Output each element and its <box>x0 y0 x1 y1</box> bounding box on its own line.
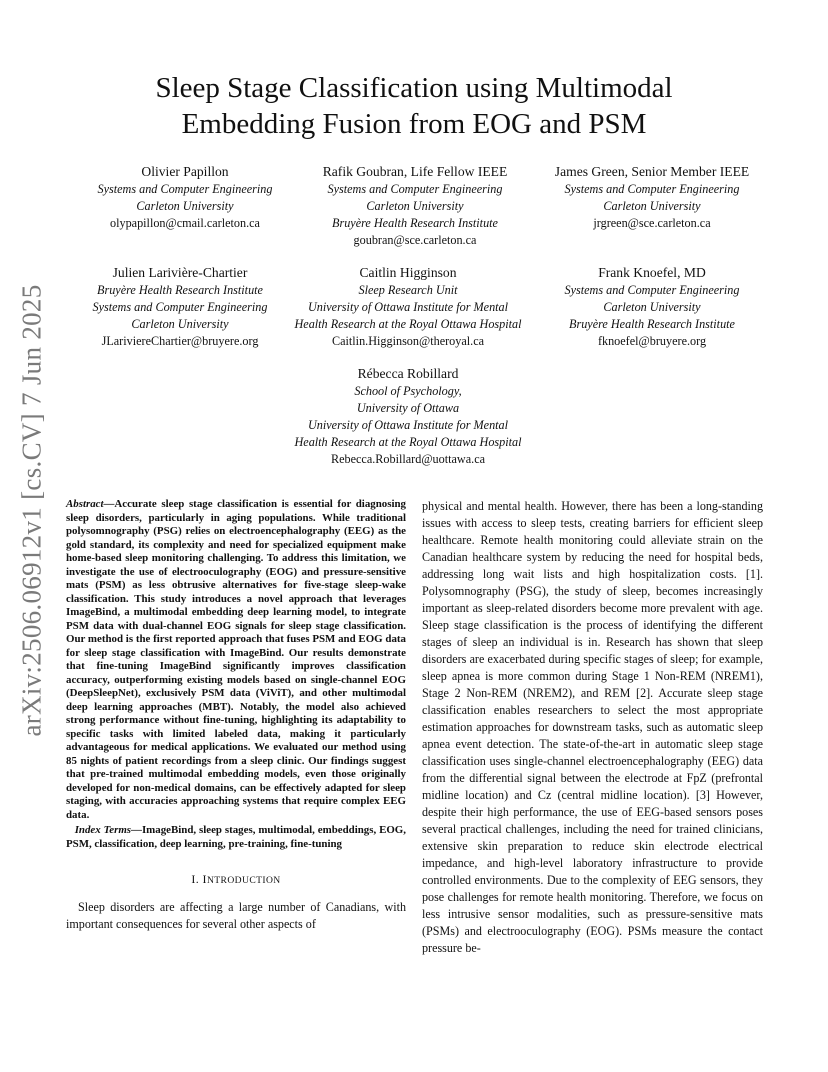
author-affiliation: Carleton University <box>603 299 701 314</box>
abstract-label: Abstract <box>66 498 104 510</box>
author-block <box>536 163 768 232</box>
author-affiliation: Carleton University <box>131 316 229 331</box>
author-block <box>78 163 292 232</box>
abstract <box>66 498 406 822</box>
author-email: fknoefel@bruyere.org <box>597 333 707 348</box>
arxiv-identifier: arXiv:2506.06912v1 [cs.CV] 7 Jun 2025 <box>16 283 47 737</box>
author-name: Frank Knoefel, MD <box>598 265 706 280</box>
author-affiliation: University of Ottawa <box>356 400 460 415</box>
title-line-2: Embedding Fusion from EOG and PSM <box>181 108 647 140</box>
author-name: Rafik Goubran, Life Fellow IEEE <box>322 164 508 179</box>
author-affiliation: Sleep Research Unit <box>358 283 458 297</box>
author-affiliation: Health Research at the Royal Ottawa Hospital <box>294 434 522 449</box>
author-affiliation: Carleton University <box>603 198 701 213</box>
author-affiliation: Systems and Computer Engineering <box>564 283 740 297</box>
author-affiliation: Systems and Computer Engineering <box>564 182 740 196</box>
author-affiliation: Bruyère Health Research Institute <box>332 215 498 230</box>
author-name: Julien Larivière-Chartier <box>112 265 248 280</box>
left-column <box>66 498 406 933</box>
author-affiliation: Systems and Computer Engineering <box>97 182 273 196</box>
section-heading: I. INTRODUCTION <box>191 872 281 886</box>
author-affiliation: Carleton University <box>136 198 234 213</box>
author-affiliation: Systems and Computer Engineering <box>92 299 268 314</box>
author-block <box>300 163 530 249</box>
index-terms-text: —ImageBind, sleep stages, multimodal, embeddings, EOG, PSM, classification, deep learning, pre-training, fine-tuning <box>66 824 407 850</box>
author-name: Olivier Papillon <box>141 164 229 179</box>
author-affiliation: Bruyère Health Research Institute <box>569 316 735 331</box>
author-affiliation: University of Ottawa Institute for Mental <box>307 299 509 314</box>
intro-paragraph-continued: physical and mental health. However, there has been a long-standing issues with access to sleep tests, creating barriers for efficient sleep healthcare. Remote health monitoring could alleviate strain on the Canadian healthcare system by reducing the need for hospital beds, addressing long wait lists and high hospitalization costs. [1]. Polysomnography (PSG), the study of sleep, becomes increasingly important as sleep-related disorders become more prevalent with age. Sleep stage classification is the process of identifying the different stages of sleep an individual is in. Research has shown that sleep disorders are exacerbated during specific stages of sleep; for example, sleep apnea is more common during Stage 1 Non-REM (NREM1), Stage 2 Non-REM (NREM2), and REM [2]. Accurate sleep stage classification enables researchers to select the most appropriate estimation approaches for downstream tasks, such as automatic sleep apnea event detection. The state-of-the-art in automatic sleep stage classification uses single-channel electroencephalography (EEG) data from the differential signal between the electrode at FpZ (prefrontal midline location) and Cz (central midline location). [3] However, despite their high performance, the use of EEG-based sensors poses several practical challenges, including the need for trained clinicians, extensive skin preparation to reduce skin electrode electrical impedance, and high-level laboratory infrastructure to provide controlled environments. Due to the complexity of EEG sensors, they pose challenges for remote health monitoring. Therefore, we focus on less intrusive sensor modalities, such as pressure-sensitive mats (PSMs) and electrooculography (EOG). PSMs measure the contact pressure be- <box>422 499 763 955</box>
author-name: Rébecca Robillard <box>357 366 459 381</box>
author-email: olypapillon@cmail.carleton.ca <box>110 215 260 230</box>
author-affiliation: Carleton University <box>366 198 464 213</box>
paper-title <box>70 70 758 142</box>
author-affiliation: Health Research at the Royal Ottawa Hospital <box>294 316 522 331</box>
index-terms <box>66 824 406 851</box>
author-affiliation: Bruyère Health Research Institute <box>97 283 263 297</box>
author-email: jrgreen@sce.carleton.ca <box>593 215 711 230</box>
author-email: Rebecca.Robillard@uottawa.ca <box>330 451 486 466</box>
author-block <box>270 365 546 468</box>
author-affiliation: School of Psychology, <box>354 384 462 398</box>
index-terms-label: Index Terms <box>74 824 132 836</box>
author-email: Caitlin.Higginson@theroyal.ca <box>331 333 485 348</box>
author-block <box>270 264 546 350</box>
author-name: James Green, Senior Member IEEE <box>554 164 750 179</box>
author-affiliation: Systems and Computer Engineering <box>327 182 503 196</box>
abstract-text: —Accurate sleep stage classification is essential for diagnosing sleep disorders, particularly in aging populations. While traditional polysomnography (PSG) relies on electroencephalography (EEG) as the gold standard, its complexity and need for specialized equipment make home-based sleep monitoring challenging. To address this limitation, we investigate the use of electrooculography (EOG) and pressure-sensitive mats (PSM) as less obtrusive alternatives for five-stage sleep-wake classification. This study introduces a novel approach that leverages ImageBind, a multimodal embedding deep learning model, to integrate PSM data with dual-channel EOG signals for sleep stage classification. Our method is the first reported approach that fuses PSM and EOG data for sleep stage classification with ImageBind. Our results demonstrate that fine-tuning ImageBind significantly improves classification accuracy, outperforming existing models based on single-channel EOG (DeepSleepNet), exclusively PSM data (ViViT), and other multimodal deep learning approaches (MBT). Notably, the model also achieved strong performance without fine-tuning, highlighting its adaptability to specific tasks with limited labeled data, making it particularly advantageous for medical applications. We evaluated our method using 85 nights of patient recordings from a sleep clinic. Our findings suggest that pre-trained multimodal embedding models, even those originally developed for non-medical domains, can be effectively adapted for sleep staging, with accuracies approaching systems that require complex EEG data. <box>66 498 406 821</box>
right-column <box>422 498 763 957</box>
title-line-1: Sleep Stage Classification using Multimodal <box>155 72 673 104</box>
author-name: Caitlin Higginson <box>359 265 457 280</box>
author-affiliation: University of Ottawa Institute for Mental <box>307 417 509 432</box>
author-email: goubran@sce.carleton.ca <box>353 232 477 247</box>
author-block <box>534 264 770 350</box>
intro-paragraph: Sleep disorders are affecting a large number of Canadians, with important consequences for several other aspects of <box>66 900 406 931</box>
author-block <box>56 264 304 350</box>
author-email: JLariviereChartier@bruyere.org <box>101 333 259 348</box>
